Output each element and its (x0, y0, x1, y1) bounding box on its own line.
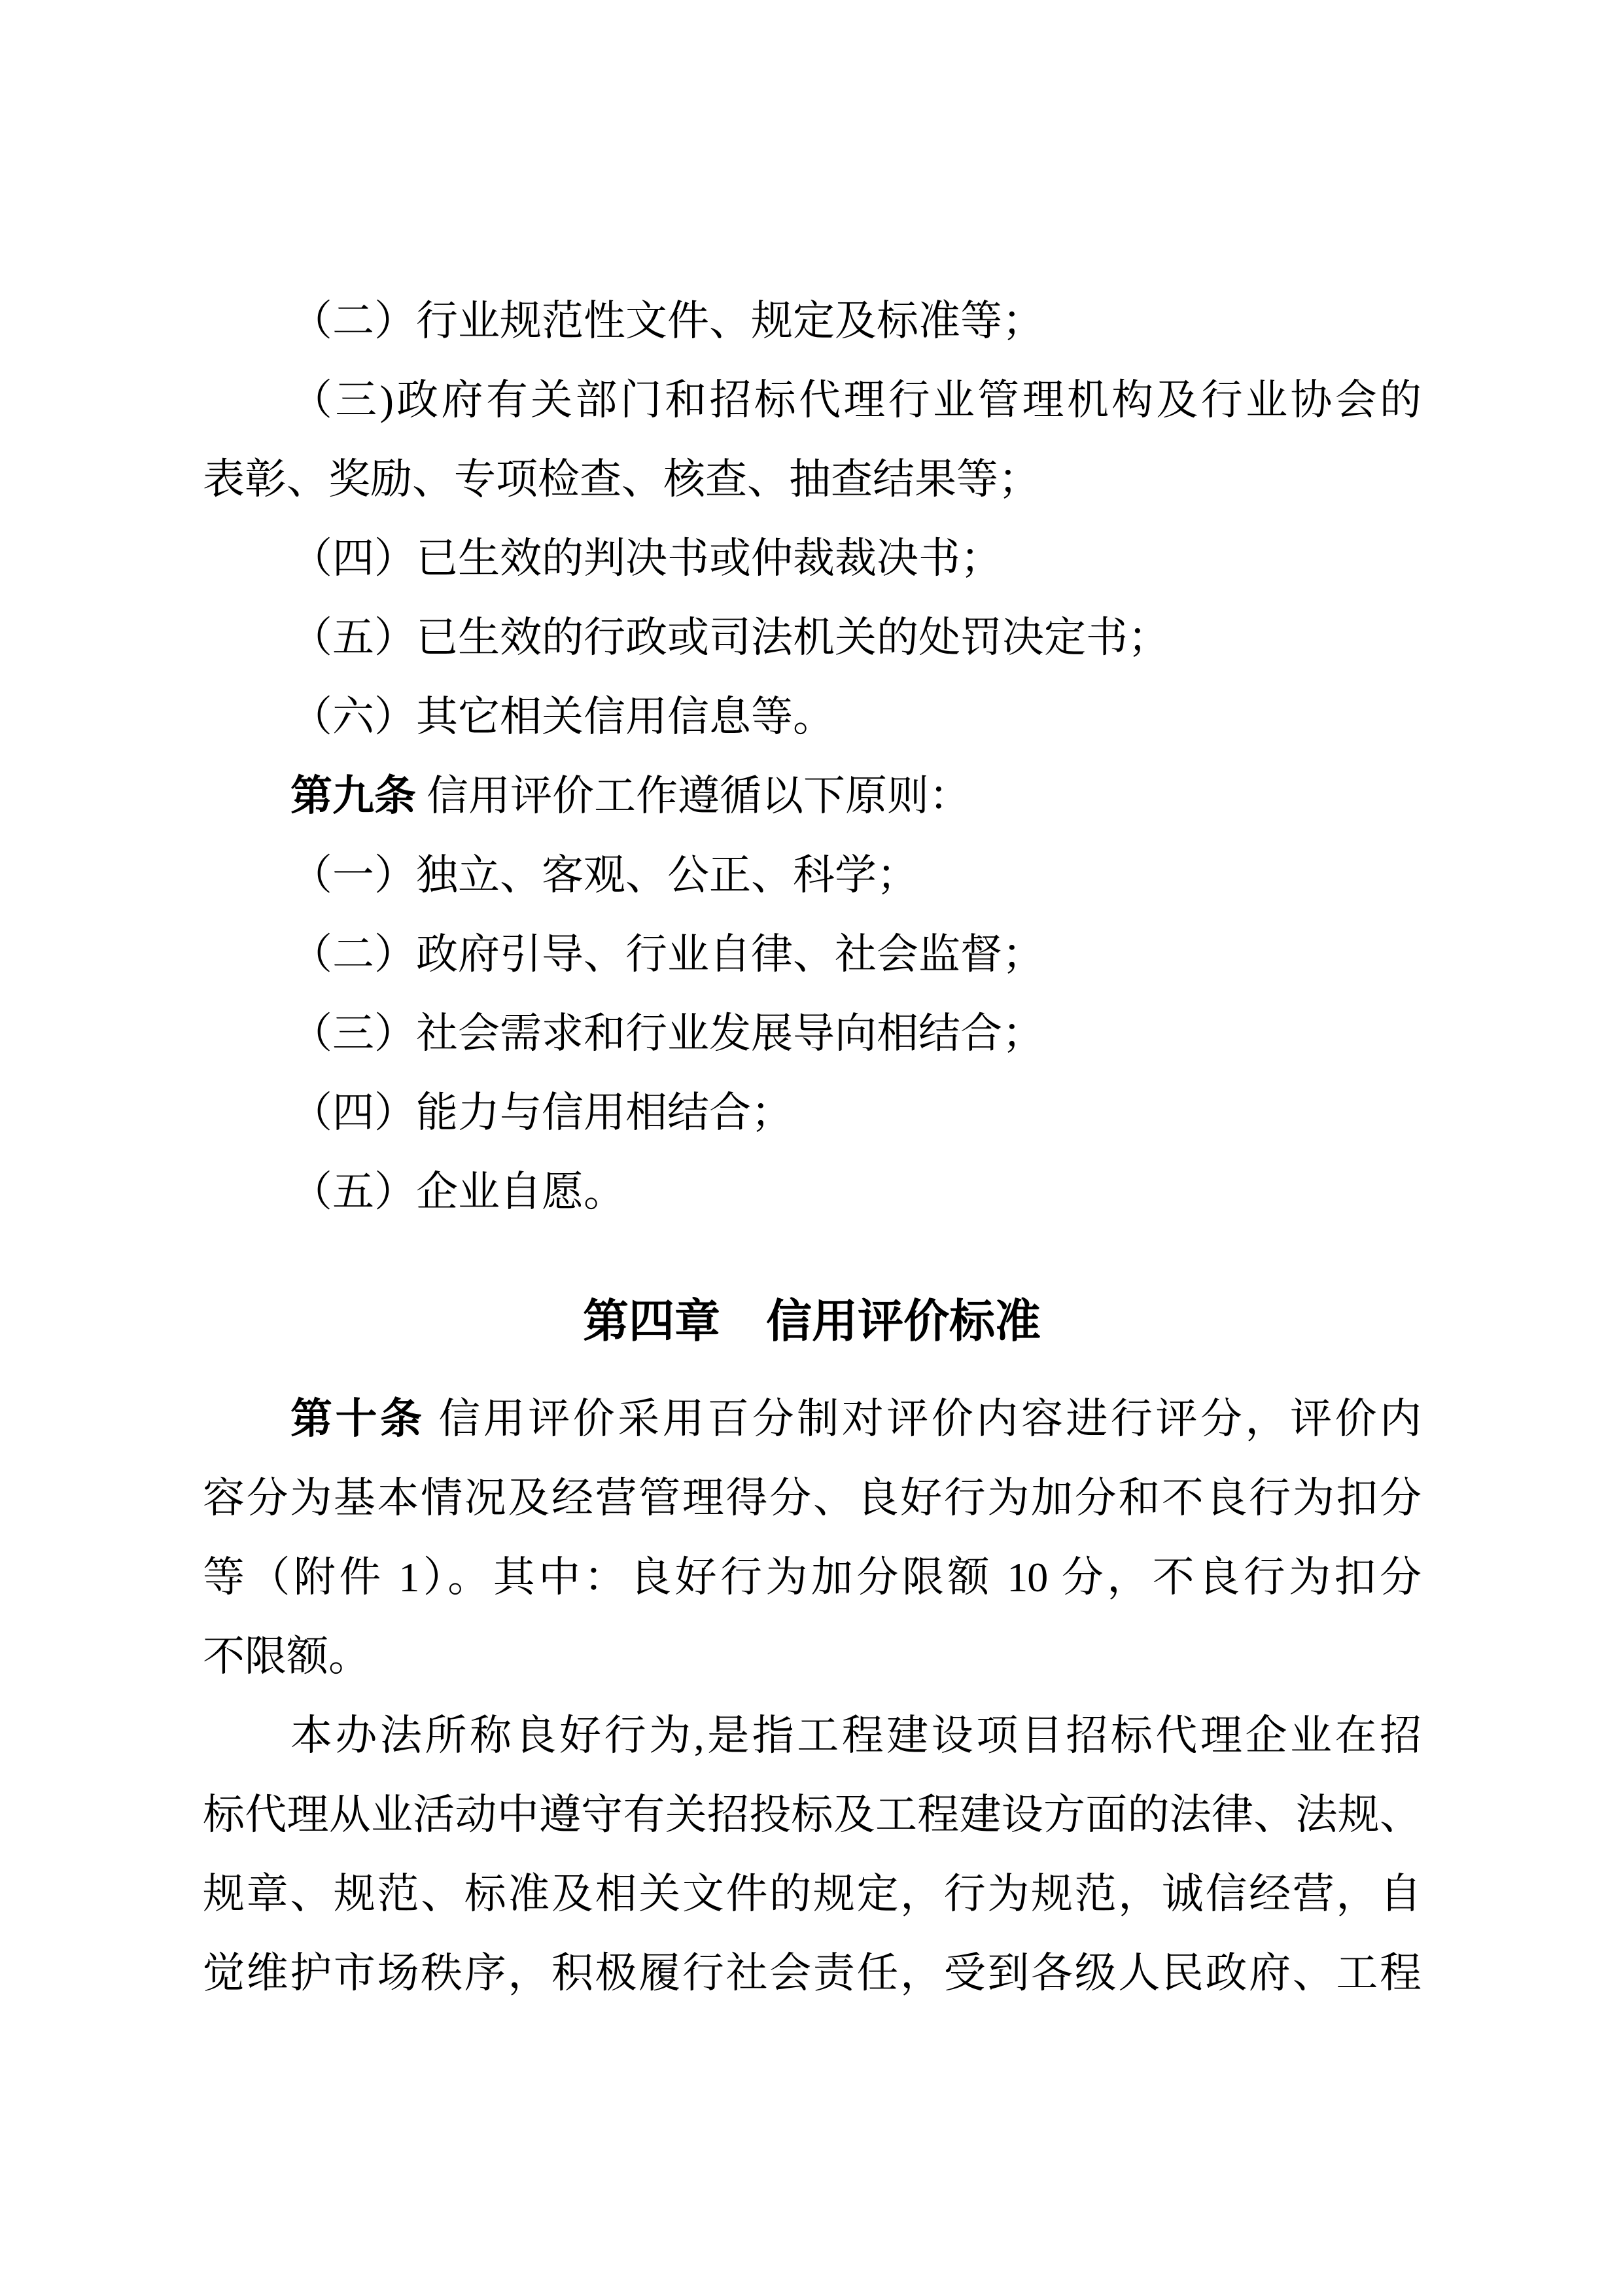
line-text: （一）独立、客观、公正、科学； (290, 852, 918, 898)
article-10-line-2 (203, 1458, 1421, 1538)
line-text: 表彰、奖励、专项检查、核查、抽查结果等； (203, 456, 1040, 503)
line-text: （四）已生效的判决书或仲裁裁决书； (290, 535, 1002, 582)
list-item-4 (203, 519, 1421, 598)
paragraph-good-behavior-line-2 (203, 1775, 1421, 1854)
article-10-line-3 (203, 1538, 1421, 1617)
line-text: （二）行业规范性文件、规定及标准等； (290, 298, 1044, 344)
article-10-line-4 (203, 1617, 1421, 1696)
line-text: （五）企业自愿。 (290, 1169, 625, 1215)
paragraph-good-behavior-line-3 (203, 1854, 1421, 1934)
chapter-title: 信用评价标准 (766, 1295, 1041, 1347)
article-number: 第十条 (290, 1395, 425, 1442)
chapter-number: 第四章 (583, 1295, 720, 1347)
list-item-3 (203, 361, 1421, 440)
document-body (203, 281, 1421, 2013)
list-item-3-continued (203, 440, 1421, 519)
line-text: （三）社会需求和行业发展导向相结合； (290, 1010, 1044, 1057)
article-10 (203, 1379, 1421, 1458)
line-text: 等（附件 1）。其中：良好行为加分限额 10 分，不良行为扣分 (203, 1554, 1421, 1600)
principle-item-3 (203, 994, 1421, 1073)
line-text: 信用评价工作遵循以下原则： (416, 773, 971, 819)
principle-item-1 (203, 836, 1421, 915)
list-item-2 (203, 281, 1421, 361)
line-text: （三)政府有关部门和招标代理行业管理机构及行业协会的 (290, 377, 1421, 423)
line-text: 信用评价采用百分制对评价内容进行评分，评价内 (425, 1396, 1421, 1442)
line-text: （四）能力与信用相结合； (290, 1089, 793, 1136)
line-text: （六）其它相关信用信息等。 (290, 694, 835, 740)
article-number: 第九条 (290, 772, 416, 819)
article-9 (203, 756, 1421, 836)
line-text: 容分为基本情况及经营管理得分、良好行为加分和不良行为扣分 (203, 1475, 1421, 1521)
line-text: 不限额。 (203, 1633, 370, 1680)
principle-item-2 (203, 915, 1421, 994)
principle-item-4 (203, 1073, 1421, 1152)
paragraph-good-behavior (203, 1696, 1421, 1775)
line-text: 标代理从业活动中遵守有关招投标及工程建设方面的法律、法规、 (203, 1792, 1421, 1838)
list-item-6 (203, 677, 1421, 756)
line-text: 本办法所称良好行为,是指工程建设项目招标代理企业在招 (290, 1712, 1421, 1759)
chapter-heading (203, 1231, 1421, 1379)
line-text: （五）已生效的行政或司法机关的处罚决定书； (290, 614, 1170, 661)
line-text: 觉维护市场秩序，积极履行社会责任，受到各级人民政府、工程 (203, 1950, 1421, 1996)
principle-item-5 (203, 1152, 1421, 1231)
line-text: 规章、规范、标准及相关文件的规定，行为规范，诚信经营，自 (203, 1871, 1421, 1917)
line-text: （二）政府引导、行业自律、社会监督； (290, 931, 1044, 978)
list-item-5 (203, 598, 1421, 677)
paragraph-good-behavior-line-4 (203, 1934, 1421, 2013)
